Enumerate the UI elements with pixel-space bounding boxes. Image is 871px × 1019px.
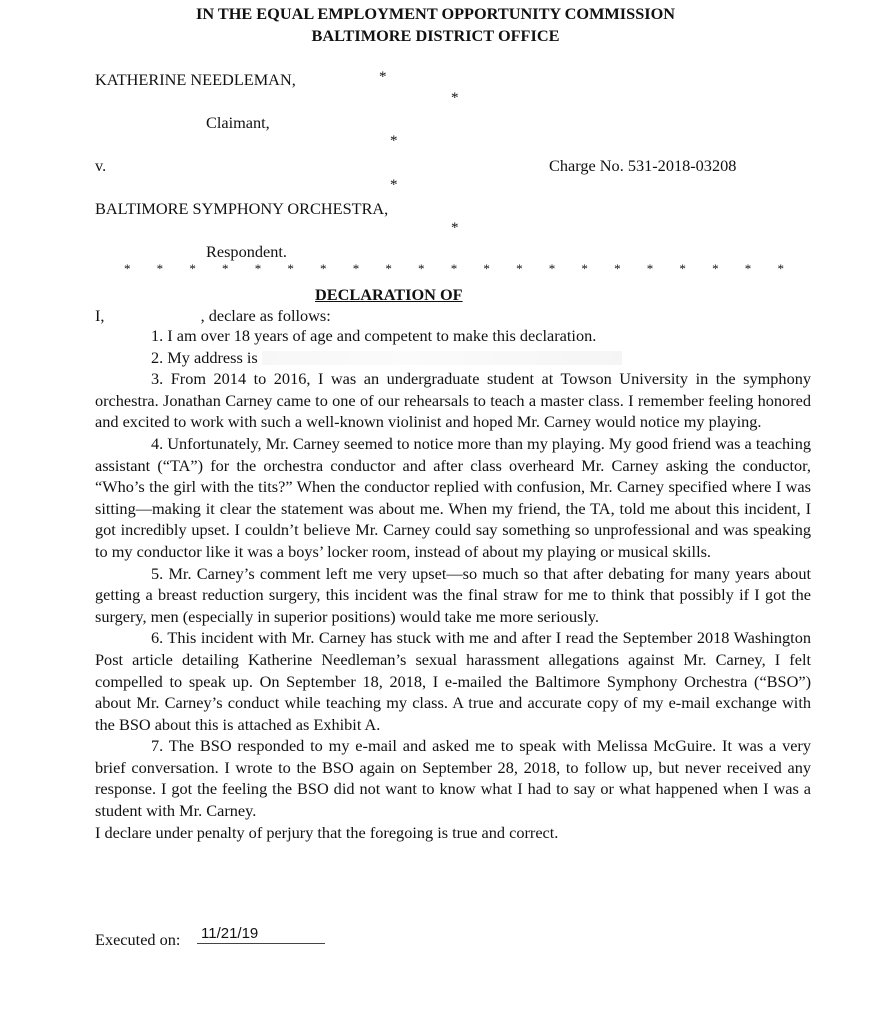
separator-star: * <box>614 261 621 276</box>
separator-star: * <box>124 261 131 276</box>
caption-separator <box>124 258 784 280</box>
separator-star: * <box>646 261 654 276</box>
paragraph-1: 1. I am over 18 years of age and competent to make this declaration. <box>151 326 597 345</box>
paragraph-7: 7. The BSO responded to my e-mail and asked me to speak with Melissa McGuire. It was a very brief conversation. I wrote to the BSO again on September 28, 2018, to follow up, but never received any response. I got the feeling the BSO did not want to know what I had to say or what happened when I was a student with Mr. Carney. <box>95 736 811 821</box>
separator-star: * <box>287 261 294 276</box>
intro-suffix: , declare as follows: <box>200 306 331 325</box>
caption-star: * <box>390 177 398 193</box>
caption-star: * <box>379 69 387 85</box>
separator-star: * <box>581 261 588 276</box>
execution-date-line <box>197 925 325 944</box>
separator-star: * <box>222 261 229 276</box>
separator-star: * <box>712 261 719 276</box>
paragraph-2 <box>95 347 811 369</box>
separator-star: * <box>156 261 164 276</box>
separator-star: * <box>320 261 327 276</box>
caption-star: * <box>451 90 459 106</box>
separator-star: * <box>744 261 752 276</box>
separator-star: * <box>483 261 490 276</box>
separator-star: * <box>418 261 425 276</box>
respondent-label: Respondent. <box>206 242 287 261</box>
separator-star: * <box>679 261 686 276</box>
paragraph-5: 5. Mr. Carney’s comment left me very upset—so much so that after debating for many years about getting a breast reduction surgery, this incident was the final straw for me to think that possibly if I got the surgery, men (especially in superior positions) would take me more seriously. <box>95 563 811 626</box>
separator-star: * <box>777 261 784 276</box>
court-heading-line1: IN THE EQUAL EMPLOYMENT OPPORTUNITY COMMISSION <box>195 4 676 23</box>
paragraph-3: 3. From 2014 to 2016, I was an undergraduate student at Towson University in the symphony orchestra. Jonathan Carney came to one of our rehearsals to teach a master class. I remember feeling honored and excited to work with such a well-known violinist and hoped Mr. Carney would notice my playing. <box>95 369 811 432</box>
separator-star: * <box>352 261 360 276</box>
caption-star: * <box>390 133 398 149</box>
separator-star: * <box>450 261 458 276</box>
caption-star: * <box>451 220 459 236</box>
separator-star: * <box>548 261 556 276</box>
separator-star: * <box>189 261 196 276</box>
claimant-name: KATHERINE NEEDLEMAN, <box>95 70 296 89</box>
separator-star: * <box>254 261 262 276</box>
paragraph-4: 4. Unfortunately, Mr. Carney seemed to notice more than my playing. My good friend was a teaching assistant (“TA”) for the orchestra conductor and after class overheard Mr. Carney asking the conductor, “Who’s the girl with the tits?” When the conductor replied with confusion, Mr. Carney specified where I was sitting—making it clear the statement was about me. When my friend, the TA, told me about this incident, I got incredibly upset. I couldn’t believe Mr. Carney could say something so unprofessional and was speaking to my conductor like it was a boys’ locker room, instead of about my playing or musical skills. <box>95 433 811 561</box>
separator-star: * <box>516 261 523 276</box>
respondent-name: BALTIMORE SYMPHONY ORCHESTRA, <box>95 199 389 218</box>
redacted-address <box>262 351 622 365</box>
intro-prefix: I, <box>95 306 105 325</box>
versus: v. <box>95 156 107 175</box>
closing-statement: I declare under penalty of perjury that the foregoing is true and correct. <box>95 822 559 842</box>
declaration-intro <box>95 305 331 327</box>
address-label: 2. My address is <box>151 347 258 367</box>
claimant-label: Claimant, <box>206 113 270 132</box>
declaration-body <box>95 325 811 843</box>
paragraph-6: 6. This incident with Mr. Carney has stuck with me and after I read the September 2018 Washington Post article detailing Katherine Needleman’s sexual harassment allegations against Mr. Carney, I felt compelled to speak up. On September 18, 2018, I e-mailed the Baltimore Symphony Orchestra (“BSO”) about Mr. Carney’s conduct while teaching my class. A true and accurate copy of my e-mail exchange with the BSO about this is attached as Exhibit A. <box>95 628 811 734</box>
charge-number: Charge No. 531-2018-03208 <box>549 156 737 175</box>
executed-label: Executed on: <box>95 930 181 949</box>
separator-star: * <box>385 261 392 276</box>
execution-date: 11/21/19 <box>201 925 259 942</box>
declaration-title: DECLARATION OF <box>315 285 463 304</box>
court-heading-line2: BALTIMORE DISTRICT OFFICE <box>311 26 560 45</box>
